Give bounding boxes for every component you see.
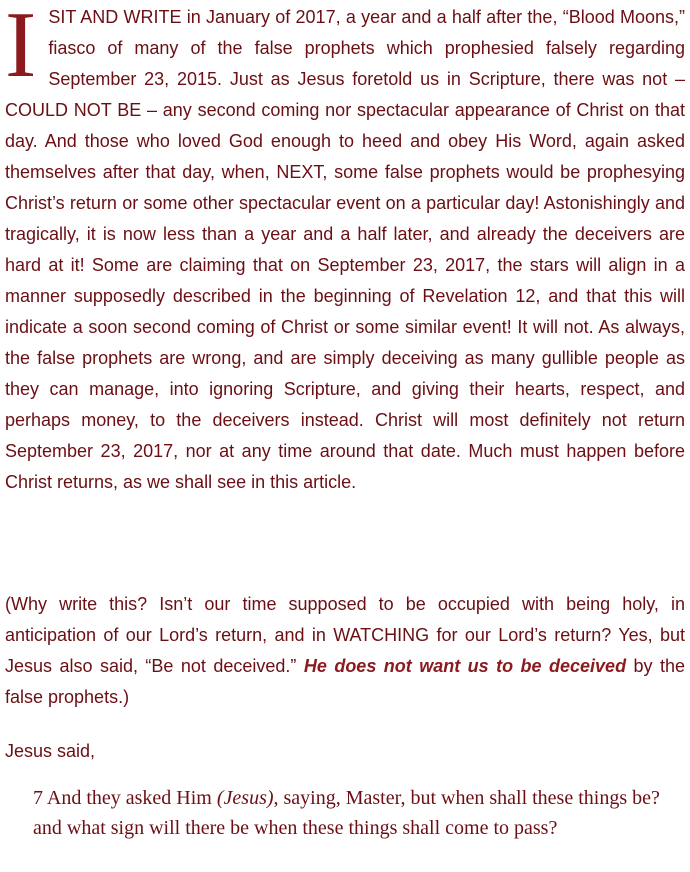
why-write-paragraph	[0, 589, 690, 713]
intro-paragraph	[0, 2, 690, 498]
intro-paragraph-text: SIT AND WRITE in January of 2017, a year and a half after the, “Blood Moons,” fiasco of many of the false prophets which prophesied falsely regarding September 23, 2015. Just as Jesus foretold us in Scripture, there was not – COULD NOT BE – any second coming nor spectacular appearance of Christ on that day. And those who loved God enough to heed and obey His Word, again asked themselves after that day, when, NEXT, some false prophets would be prophesying Christ’s return or some other spectacular event on a particular day! Astonishingly and tragically, it is now less than a year and a half later, and already the deceivers are hard at it! Some are claiming that on September 23, 2017, the stars will align in a manner supposedly described in the beginning of Revelation 12, and that this will indicate a soon second coming of Christ or some similar event! It will not. As always, the false prophets are wrong, and are simply deceiving as many gullible people as they can manage, into ignoring Scripture, and giving their hearts, respect, and perhaps money, to the deceivers instead. Christ will most definitely not return September 23, 2017, nor at any time around that date. Much must happen before Christ returns, as we shall see in this article.	[5, 7, 685, 492]
quote-italic-text: (Jesus)	[216, 787, 274, 809]
why-write-text-end: by the false prophets.)	[5, 656, 685, 707]
why-write-text-start: (Why write this? Isn’t our time supposed to be occupied with being holy, in anticipation of our Lord’s return, and in WATCHING for our Lord’s return? Yes, but Jesus also said, “Be not deceived.”	[5, 594, 685, 676]
scripture-quote	[33, 783, 685, 843]
emphasis-text: He does not want us to be deceived	[303, 656, 627, 676]
quote-text-start: 7 And they asked Him	[33, 787, 217, 809]
quote-text-end: , saying, Master, but when shall these things be? and what sign will there be when these things shall come to pass?	[33, 787, 660, 839]
jesus-said-line: Jesus said,	[5, 741, 96, 761]
drop-cap-letter: I	[5, 0, 37, 97]
